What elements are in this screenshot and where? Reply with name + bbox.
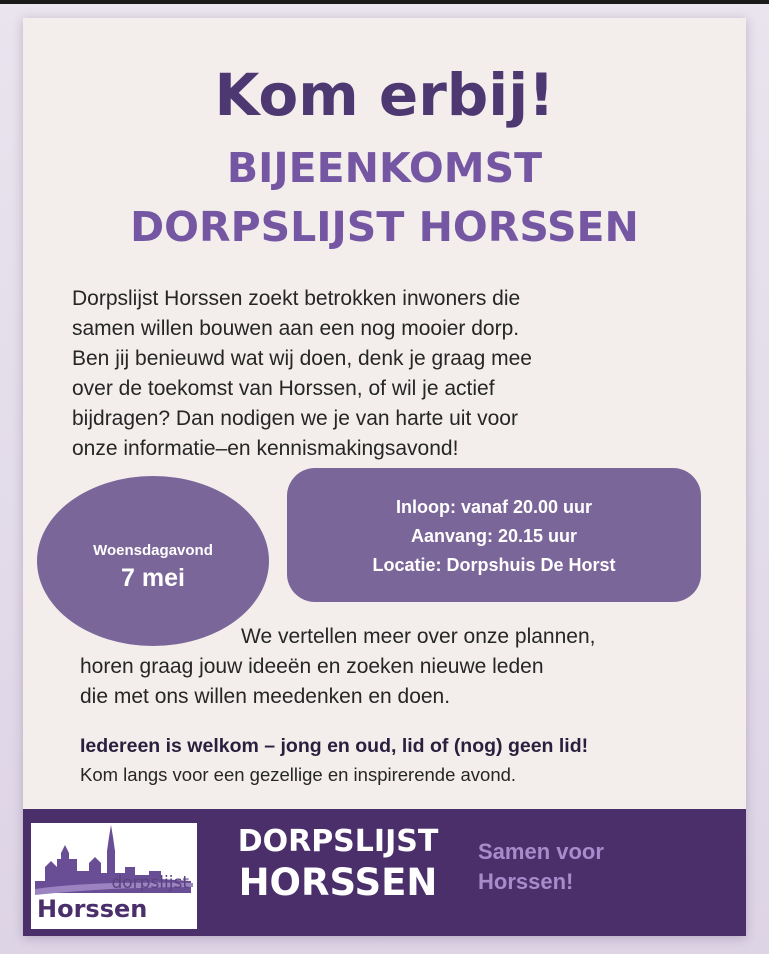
intro-line: Dorpslijst Horssen zoekt betrokken inwoners die [72,287,521,310]
welcome-line: Iedereen is welkom – jong en oud, lid of (nog) geen lid! [80,735,589,757]
invite-line: Kom langs voor een gezellige en inspirerende avond. [80,764,517,785]
details-line: die met ons willen meedenken en doen. [80,685,451,708]
details-line: We vertellen meer over onze plannen, [241,625,596,648]
event-date: 7 mei [121,564,185,592]
event-location: Locatie: Dorpshuis De Horst [372,555,616,575]
brand-name [213,823,463,905]
event-day: Woensdagavond [93,542,213,559]
tagline [478,837,604,897]
date-bubble [37,476,269,646]
tagline-line-2: Horssen! [478,869,574,894]
brand-line-2: HORSSEN [238,861,438,904]
brand-line-1: DORPSLIJST [237,824,439,859]
logo-small-text: dorpslijst [111,873,189,893]
event-info-box [287,468,701,602]
page-title: Kom erbij! [214,61,555,129]
intro-line: bijdragen? Dan nodigen we je van harte uit voor [72,407,518,430]
details-line: horen graag jouw ideeën en zoeken nieuwe leden [80,655,544,678]
subtitle-line-2: DORPSLIJST HORSSEN [130,203,639,251]
start-time: Aanvang: 20.15 uur [410,526,578,546]
logo-big-text: Horssen [37,895,148,923]
poster [23,18,746,936]
tagline-line-1: Samen voor [478,839,604,864]
top-border [0,0,769,4]
intro-line: over de toekomst van Horssen, of wil je actief [72,377,495,400]
walk-in-time: Inloop: vanaf 20.00 uur [395,497,593,517]
footer-bar [23,809,746,936]
closing-text [80,731,746,789]
subtitle-line-1: BIJEENKOMST [226,144,543,192]
intro-line: onze informatie–en kennismakingsavond! [72,437,459,460]
intro-line: Ben jij benieuwd wat wij doen, denk je graag mee [72,347,532,370]
intro-line: samen willen bouwen aan een nog mooier dorp. [72,317,520,340]
dorpslijst-logo [31,823,197,929]
intro-paragraph [72,284,712,464]
